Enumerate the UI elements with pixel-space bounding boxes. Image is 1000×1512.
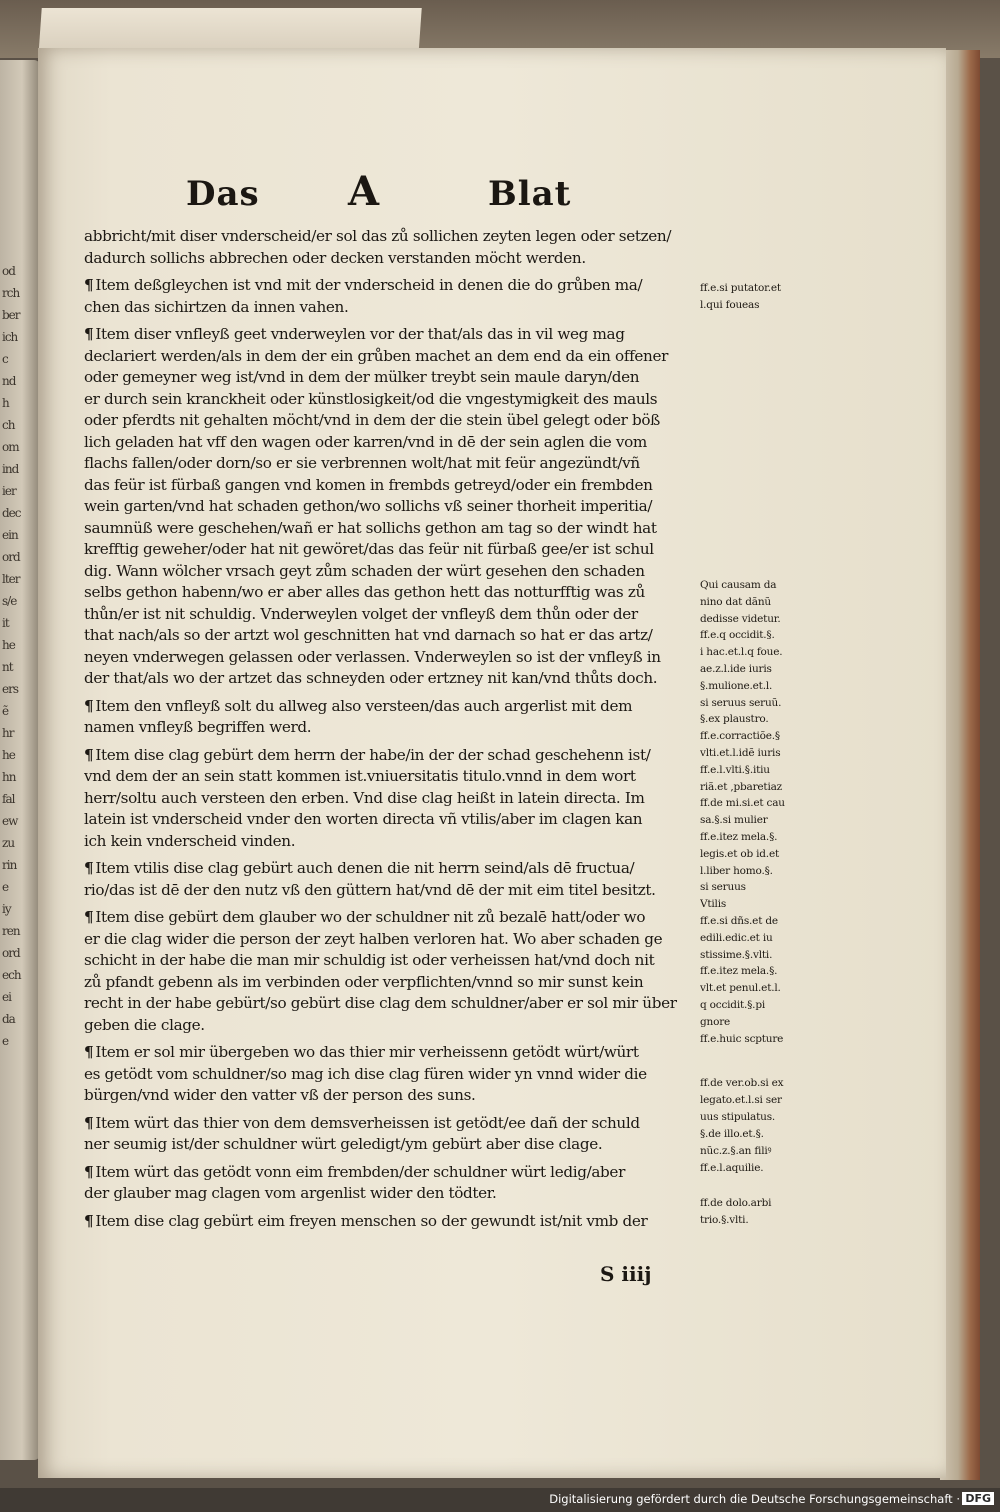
margin-note: ff.e.itez mela.§. (700, 831, 778, 843)
pilcrow-icon: ¶ (84, 1162, 94, 1181)
text-line (84, 1015, 700, 1037)
text-line (84, 389, 700, 411)
text-line-content: Item diser vnfleyß geet vnderweylen vor der that/als das in vil weg mag (95, 325, 625, 343)
text-line-content: Item deßgleychen ist vnd mit der vnderscheid in denen die do grůben ma/ (95, 276, 643, 294)
margin-note: ff.e.q occidit.§. (700, 629, 775, 642)
text-line (84, 275, 700, 297)
text-line-content: ich kein vnderscheid vinden. (84, 831, 296, 850)
text-line (84, 496, 700, 518)
left-page-fragment: e (2, 1034, 9, 1048)
left-page-fragment: nd (2, 374, 16, 388)
text-line-content: that nach/als so der artzt wol geschnitten hat vnd darnach so hat er das artz/ (84, 626, 653, 644)
margin-note: ff.e.corractiõe.§ (700, 730, 780, 743)
text-line-content: es getödt vom schuldner/so mag ich dise clag füren wider yn vnnd wider die (84, 1064, 647, 1083)
left-page-fragment: c (2, 352, 8, 366)
left-page-fragment: ers (2, 682, 18, 696)
pilcrow-icon: ¶ (84, 1043, 94, 1061)
left-page-fragment: ew (2, 814, 18, 828)
text-line (84, 346, 700, 368)
text-line-content: herr/soltu auch versteen den erben. Vnd dise clag heißt in latein directa. Im (84, 788, 645, 807)
left-page-fragment: ber (2, 308, 20, 322)
left-page-fragment: ẽ (2, 704, 9, 718)
text-line-content: recht in der habe gebürt/so gebürt dise clag dem schuldner/aber er sol mir über (84, 994, 677, 1012)
margin-note: vlt.et penul.et.l. (700, 982, 781, 995)
text-line-content: Item dise clag gebürt dem herrn der habe/in der der schad geschehenn ist/ (95, 745, 651, 764)
text-line-content: der that/als wo der artzet das schneyden oder ertzney nit kan/vnd thůts doch. (84, 669, 658, 687)
left-page-fragment: ch (2, 418, 15, 432)
margin-note: ff.e.l.vlti.§.itiu (700, 763, 770, 776)
margin-note: §.ex plaustro. (700, 713, 769, 726)
margin-note: ff.e.huic scpture (700, 1032, 784, 1045)
pilcrow-icon: ¶ (84, 1113, 94, 1132)
signature-mark: S iiij (600, 1262, 652, 1286)
text-line-content: oder pferdts nit gehalten möcht/vnd in dem der die stein übel gelegt oder böß (84, 411, 660, 429)
text-line-content: Item er sol mir übergeben wo das thier mir verheissenn getödt würt/würt (95, 1043, 639, 1061)
margin-note: §.de illo.et.§. (700, 1128, 764, 1140)
left-page-fragment: hr (2, 726, 14, 740)
margin-note: trio.§.vlti. (700, 1214, 749, 1226)
text-line (84, 625, 700, 647)
text-line-content: zů pfandt gebenn als im verbinden oder verpflichten/vnnd so mir sunst kein (84, 972, 644, 991)
text-line (84, 831, 700, 853)
margin-note: Qui causam da (700, 579, 777, 591)
margin-note: vlti.et.l.idẽ iuris (700, 747, 781, 759)
margin-note: §.mulione.et.l. (700, 679, 773, 692)
margin-note: l.qui foueas (700, 299, 760, 311)
footer-bar (0, 1488, 1000, 1512)
margin-note: l.liber homo.§. (700, 864, 773, 877)
margin-note: riã.et ,pbaretiaz (700, 780, 782, 793)
dfg-logo: DFG (962, 1492, 994, 1505)
heading-letter: A (348, 168, 381, 215)
text-line-content: dig. Wann wölcher vrsach geyt zům schaden der würt gesehen den schaden (84, 561, 645, 580)
text-line-content: chen das sichirtzen da innen vahen. (84, 297, 349, 316)
text-line (84, 1134, 700, 1156)
text-line-content: flachs fallen/oder dorn/so er sie verbrennen wolt/hat mit feür angezündt/vñ (84, 454, 640, 472)
text-line (84, 1162, 700, 1184)
text-line (84, 432, 700, 454)
text-line (84, 907, 700, 929)
pilcrow-icon: ¶ (84, 745, 94, 764)
left-page-fragment: da (2, 1012, 15, 1026)
text-line-content: latein ist vnderscheid vnder den worten directa vñ vtilis/aber im clagen kan (84, 810, 643, 828)
text-line (84, 539, 700, 561)
text-line (84, 582, 700, 604)
left-page-fragment: nt (2, 660, 13, 674)
main-text-column (84, 226, 700, 1232)
pilcrow-icon: ¶ (84, 1211, 94, 1230)
text-line-content: dadurch sollichs abbrechen oder decken verstanden möcht werden. (84, 248, 586, 267)
text-line (84, 1064, 700, 1086)
heading-das: Das (186, 174, 260, 214)
left-page-fragment: rch (2, 286, 20, 300)
text-line-content: krefftig geweher/oder hat nit gewöret/das das feür nit fürbaß gee/er ist schul (84, 540, 654, 558)
left-page-fragment: he (2, 638, 15, 652)
text-line-content: schicht in der habe die man mir schuldig ist oder verheissen hat/vnd doch nit (84, 951, 655, 969)
left-page-fragment: od (2, 264, 15, 278)
text-line-content: Item dise gebürt dem glauber wo der schuldner nit zů bezalē hatt/oder wo (95, 908, 646, 926)
margin-note: ff.e.l.aquilie. (700, 1162, 764, 1174)
margin-note: nũc.z.§.an filiꝰ (700, 1145, 772, 1157)
text-line (84, 950, 700, 972)
text-line-content: vnd dem der an sein statt kommen ist.vniuersitatis titulo.vnnd in dem wort (84, 767, 636, 785)
left-page-fragment: lter (2, 572, 20, 586)
left-page-fragment: ord (2, 946, 20, 960)
margin-note: ff.de ver.ob.si ex (700, 1077, 784, 1089)
text-line-content: thůn/er ist nit schuldig. Vnderweylen volget der vnfleyß dem thůn oder der (84, 604, 638, 623)
pilcrow-icon: ¶ (84, 908, 94, 926)
text-line (84, 668, 700, 690)
left-page-fragment: rin (2, 858, 17, 872)
left-page-fragment: it (2, 616, 9, 630)
text-line (84, 972, 700, 994)
text-line-content: Item den vnfleyß solt du allweg also versteen/das auch argerlist mit dem (95, 696, 633, 715)
left-page-fragment: ier (2, 484, 16, 498)
text-line-content: bürgen/vnd wider den vatter vß der person des suns. (84, 1086, 476, 1104)
left-page-fragment: hn (2, 770, 16, 784)
left-page-fragment: fal (2, 792, 15, 806)
text-line (84, 1042, 700, 1064)
text-line-content: Item vtilis dise clag gebürt auch denen die nit herrn seind/als dē fructua/ (95, 859, 635, 877)
text-line (84, 1085, 700, 1107)
margin-note: dedisse videtur. (700, 612, 781, 625)
text-line-content: ner seumig ist/der schuldner würt geledigt/ym gebürt aber dise clage. (84, 1135, 603, 1153)
text-line-content: rio/das ist dē der den nutz vß den güttern hat/vnd dē der mit eim titel besitzt. (84, 880, 656, 899)
left-page-fragment: zu (2, 836, 15, 850)
margin-note: legato.et.l.si ser (700, 1094, 782, 1106)
text-line (84, 766, 700, 788)
left-page-fragment: ich (2, 330, 18, 344)
pilcrow-icon: ¶ (84, 696, 94, 715)
text-line (84, 297, 700, 319)
text-line-content: Item würt das thier von dem demsverheissen ist getödt/ee dañ der schuld (95, 1113, 640, 1132)
footer-credit: Digitalisierung gefördert durch die Deutsche Forschungsgemeinschaft · (549, 1492, 960, 1506)
text-line (84, 717, 700, 739)
text-line-content: er durch sein kranckheit oder künstlosigkeit/od die vngestymigkeit des mauls (84, 389, 658, 408)
margin-note: ff.e.si dñs.et de (700, 915, 778, 927)
margin-note: q occidit.§.pi (700, 999, 766, 1011)
text-line-content: saumnüß were geschehen/wañ er hat sollichs gethon am tag so der windt hat (84, 518, 657, 537)
margin-note: sa.§.si mulier (700, 814, 768, 827)
left-page-fragment: ei (2, 990, 11, 1004)
text-line (84, 453, 700, 475)
text-line-content: Item würt das getödt vonn eim frembden/der schuldner würt ledig/aber (95, 1162, 625, 1181)
left-page-fragment: ord (2, 550, 20, 564)
text-line (84, 809, 700, 831)
margin-note: edili.edic.et iu (700, 931, 773, 944)
text-line (84, 475, 700, 497)
text-line (84, 561, 700, 583)
text-line (84, 993, 700, 1015)
text-line (84, 647, 700, 669)
text-line-content: neyen vnderwegen gelassen oder verlassen. Vnderweylen so ist der vnfleyß in (84, 647, 661, 666)
text-line (84, 745, 700, 767)
text-line (84, 226, 700, 248)
left-page-fragment: e (2, 880, 9, 894)
left-page-fragment: he (2, 748, 15, 762)
text-line-content: der glauber mag clagen vom argenlist wider den tödter. (84, 1184, 497, 1202)
margin-note: Vtilis (700, 898, 727, 911)
pilcrow-icon: ¶ (84, 276, 94, 294)
left-page-fragment: ech (2, 968, 21, 982)
text-line-content: oder gemeyner weg ist/vnd in dem der mülker treybt sein maule daryn/den (84, 368, 640, 386)
margin-note: ff.de mi.si.et cau (700, 797, 785, 810)
text-line (84, 324, 700, 346)
text-line (84, 518, 700, 540)
left-page-fragment: s/e (2, 594, 17, 608)
left-page-fragment: iy (2, 902, 11, 916)
text-line (84, 1211, 700, 1233)
page-edges (940, 50, 980, 1480)
text-line-content: er die clag wider die person der zeyt halben verloren hat. Wo aber schaden ge (84, 929, 663, 948)
margin-note: si seruus seruũ. (700, 696, 782, 709)
left-page-fragment: dec (2, 506, 21, 520)
margin-note: si seruus (700, 881, 746, 894)
left-page-fragment: h (2, 396, 9, 410)
text-line (84, 696, 700, 718)
text-line (84, 1183, 700, 1205)
text-line-content: selbs gethon habenn/wo er aber alles das gethon hett das notturfftig was zů (84, 583, 645, 601)
text-line (84, 1113, 700, 1135)
pilcrow-icon: ¶ (84, 325, 94, 343)
margin-note: ae.z.l.ide iuris (700, 663, 772, 675)
left-page-fragment: ind (2, 462, 19, 476)
left-page-fragment: ein (2, 528, 18, 542)
margin-note: stissime.§.vlti. (700, 948, 773, 961)
left-page-text (2, 260, 32, 1360)
text-line (84, 248, 700, 270)
text-line (84, 604, 700, 626)
left-page-fragment: om (2, 440, 19, 454)
text-line-content: Item dise clag gebürt eim freyen menschen so der gewundt ist/nit vmb der (95, 1211, 648, 1230)
margin-note: gnore (700, 1015, 731, 1028)
margin-note: nino dat dãnũ (700, 595, 771, 608)
margin-note: ff.e.itez mela.§. (700, 965, 778, 978)
text-line-content: abbricht/mit diser vnderscheid/er sol das zů sollichen zeyten legen oder setzen/ (84, 227, 672, 245)
text-line-content: wein garten/vnd hat schaden gethon/wo sollichs vß seiner thorheit imperitia/ (84, 497, 653, 515)
heading-blat: Blat (488, 174, 572, 214)
margin-note: ff.e.si putator.et (700, 282, 781, 294)
text-line-content: geben die clage. (84, 1015, 205, 1034)
text-line (84, 929, 700, 951)
text-line (84, 367, 700, 389)
margin-note: legis.et ob id.et (700, 847, 779, 860)
margin-note: ff.de dolo.arbi (700, 1197, 772, 1209)
text-line-content: das feür ist fürbaß gangen vnd komen in frembds getreyd/oder ein frembden (84, 475, 653, 494)
text-line (84, 788, 700, 810)
text-line-content: lich geladen hat vff den wagen oder karren/vnd in dē der sein aglen die vom (84, 432, 647, 451)
left-page-fragment: ren (2, 924, 20, 938)
text-line-content: namen vnfleyß begriffen werd. (84, 718, 312, 736)
text-line (84, 858, 700, 880)
text-line-content: declariert werden/als in dem der ein grůben machet an dem end da ein offener (84, 346, 669, 365)
left-facing-page (0, 60, 40, 1460)
margin-note: i hac.et.l.q foue. (700, 646, 783, 659)
text-line (84, 410, 700, 432)
text-line (84, 880, 700, 902)
margin-note: uus stipulatus. (700, 1111, 776, 1123)
pilcrow-icon: ¶ (84, 859, 94, 877)
